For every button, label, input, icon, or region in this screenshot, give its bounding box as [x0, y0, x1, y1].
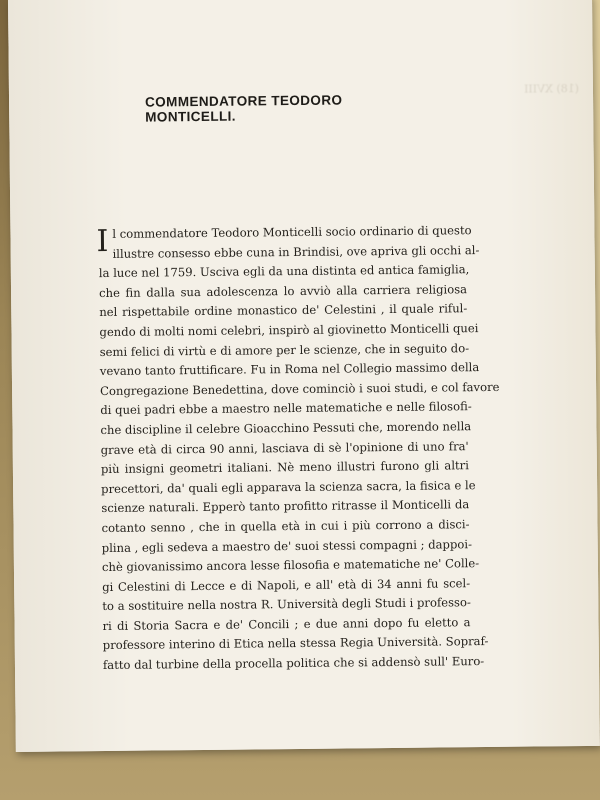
text-line: grave età di circa 90 anni, lasciava di sè l'opinione di uno fra': [100, 438, 469, 457]
text-line: gendo di molti nomi celebri, inspirò al giovinetto Monticelli quei: [99, 321, 479, 340]
book-page: [8, 0, 600, 752]
text-line: professore interino di Etica nella stessa Regia Università. Sopraf-: [102, 634, 489, 653]
drop-cap: I: [96, 223, 109, 260]
text-line: l commendatore Teodoro Monticelli socio ordinario di questo: [112, 223, 472, 241]
text-line: nel rispettabile ordine monastico de' Celestini , il quale riful-: [99, 301, 468, 320]
text-line: plina , egli sedeva a maestro de' suoi stessi compagni ; dappoi-: [101, 536, 473, 555]
page-title: COMMENDATORE TEODORO MONTICELLI.: [144, 92, 343, 125]
text-line: Congregazione Benedettina, dove cominciò i suoi studi, e col favore: [100, 379, 500, 398]
text-line: precettori, da' quali egli apparava la scienza sacra, la fisica e le: [101, 477, 476, 496]
text-line: ri di Storia Sacra e de' Concili ; e due anni dopo fu eletto a: [102, 615, 471, 633]
text-line: che discipline il celebre Gioacchino Pessuti che, morendo nella: [100, 419, 472, 437]
text-line: gi Celestini di Lecce e di Napoli, e all' età di 34 anni fu scel-: [102, 575, 471, 594]
text-line: vevano tanto fruttificare. Fu in Roma nel Collegio massimo della: [99, 360, 480, 379]
text-line: illustre consesso ebbe cuna in Brindisi, ove apriva gli occhi al-: [112, 242, 480, 261]
text-line: to a sostituire nella nostra R. Università degli Studi i professo-: [102, 595, 471, 614]
show-through-text: (18) XVIII: [524, 82, 580, 96]
text-line: la luce nel 1759. Usciva egli da una distinta ed antica famiglia,: [98, 262, 470, 281]
body-text: [96, 221, 500, 675]
text-line: chè giovanissimo ancora lesse filosofia e matematiche ne' Colle-: [101, 556, 480, 575]
text-line: scienze naturali. Epperò tanto profitto ritrasse il Monticelli da: [101, 497, 470, 516]
text-line: di quei padri ebbe a maestro nelle matematiche e nelle filosofi-: [100, 399, 472, 418]
text-line: cotanto senno , che in quella età in cui i più corrono a disci-: [101, 517, 470, 535]
text-line: semi felici di virtù e di amore per le scienze, che in seguito do-: [99, 340, 470, 359]
text-line: che fin dalla sua adolescenza lo avviò alla carriera religiosa: [98, 281, 468, 300]
text-line: fatto dal turbine della procella politica che si addensò sull' Euro-: [102, 654, 485, 673]
text-line: più insigni geometri italiani. Nè meno illustri furono gli altri: [100, 458, 469, 477]
